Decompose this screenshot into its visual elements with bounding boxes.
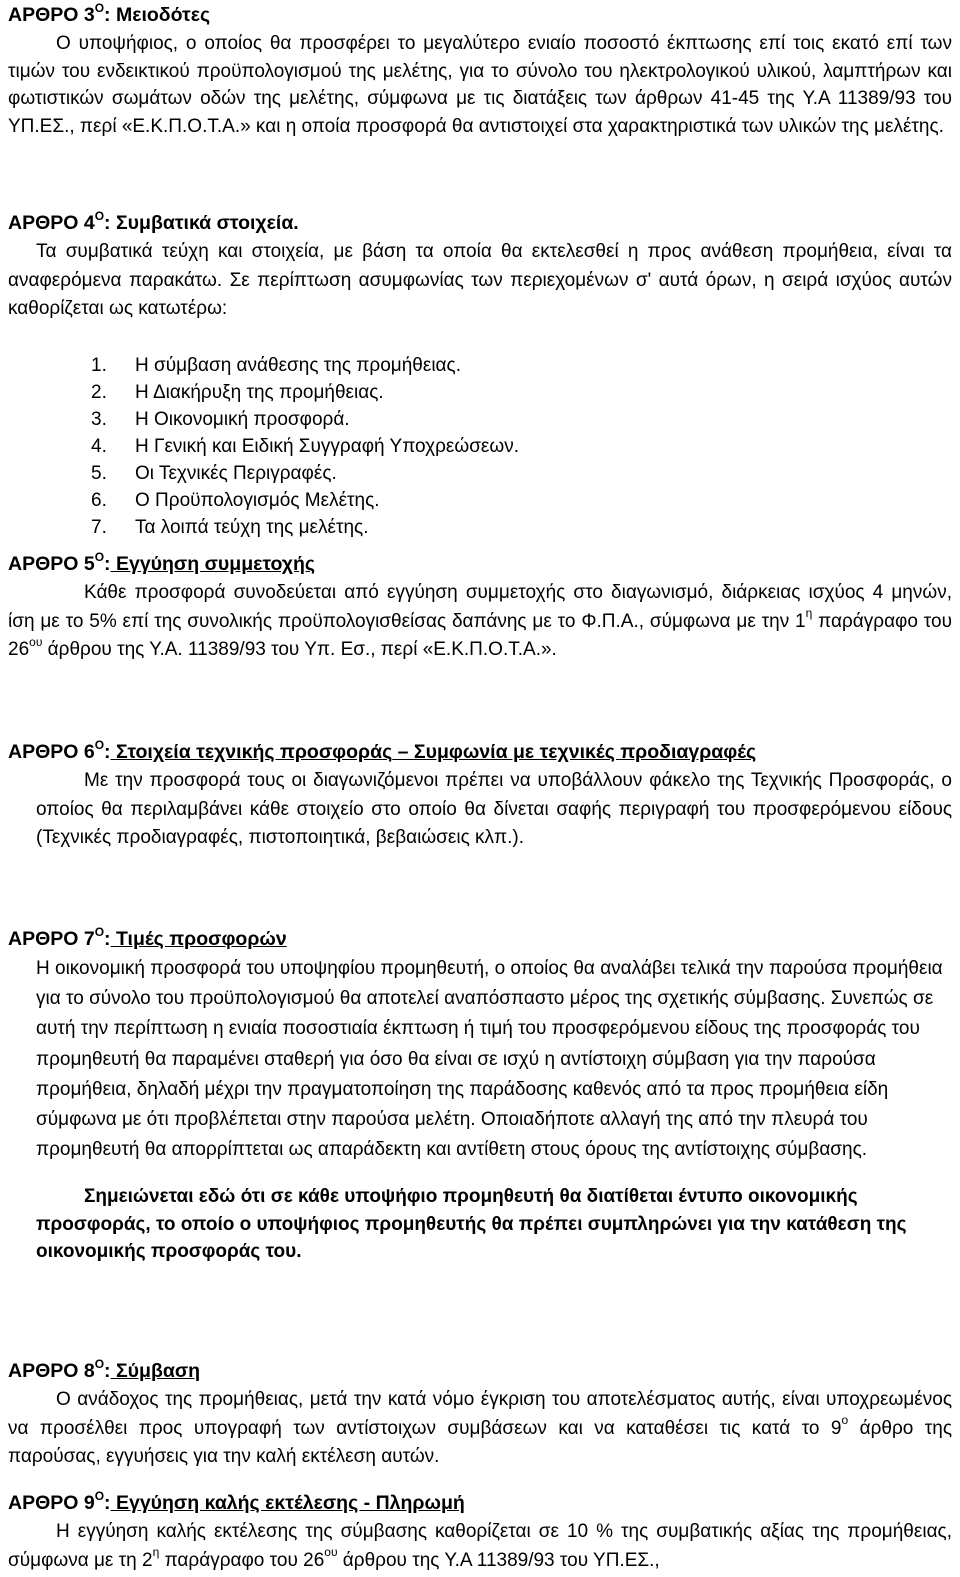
list-item: 5. Οι Τεχνικές Περιγραφές.: [91, 462, 337, 484]
article-6-body: Με την προσφορά τους οι διαγωνιζόμενοι πρέπει να υποβάλλουν φάκελο της Τεχνικής Προσφοράς, ο οποίος θα περιλαμβάνει κάθε στοιχείο στο οποίο θα δίνεται σαφής περιγραφή του προσφερόμενου είδους (Τεχνικές προδιαγραφές, πιστοποιητικά, βεβαιώσεις κλπ.).: [36, 770, 952, 848]
article-8-body: Ο ανάδοχος της προμήθειας, μετά την κατά νόμο έγκριση του αποτελέσματος αυτής, είναι υποχρεωμένος να προσέλθει προς υπογραφή των αντίστοιχων συμβάσεων και να καταθέσει τις κατά το $9^o$ άρθρο της παρούσας, εγγυήσεις για την καλή εκτέλεση αυτών.: [8, 1389, 952, 1467]
article-7-body: Η οικονομική προσφορά του υποψηφίου προμηθευτή, ο οποίος θα αναλάβει τελικά την παρούσα προμήθεια για το σύνολο του προϋπολογισμού θα αποτελεί αναπόσπαστο μέρος της σχετικής σύμβασης. Συνεπώς σε αυτή την περίπτωση η ενιαία ποσοστιαία έκπτωση ή τιμή του προσφερόμενου είδους της προσφοράς του προμηθευτή θα παραμένει σταθερή για όσο θα είναι σε ισχύ η αντίστοιχη σύμβαση για την παρούσα προμήθεια, δηλαδή μέχρι την πραγματοποίηση της παράδοσης καθενός από τα προς προμήθεια είδη σύμφωνα με ότι προβλέπεται στην παρούσα μελέτη. Οποιαδήποτε αλλαγή της από την πλευρά του προμηθευτή θα απορρίπτεται ως απαράδεκτη και αντίθετη στους όρους της αντίστοιχης σύμβασης.: [36, 958, 943, 1161]
article-8-heading: ΑΡΘΡΟ $8^O$: Σύμβαση: [8, 1356, 201, 1382]
article-9: [8, 1488, 952, 1575]
article-9-heading: ΑΡΘΡΟ $9^O$: Εγγύηση καλής εκτέλεσης - Πληρωμή: [8, 1488, 465, 1514]
article-7-heading: ΑΡΘΡΟ $7^O$: Τιμές προσφορών: [8, 924, 287, 950]
article-8: [8, 1356, 952, 1472]
article-4: [8, 208, 952, 541]
list-item: 6. Ο Προϋπολογισμός Μελέτης.: [91, 489, 380, 511]
article-5: [8, 549, 952, 665]
article-6-heading: ΑΡΘΡΟ $6^O$: Στοιχεία τεχνικής προσφοράς – Συμφωνία με τεχνικές προδιαγραφές: [8, 737, 757, 763]
article-6: [8, 737, 952, 853]
article-3-heading: ΑΡΘΡΟ $3^O$: Μειοδότες: [8, 0, 211, 26]
list-item: 7. Τα λοιπά τεύχη της μελέτης.: [91, 516, 369, 538]
article-4-body: Τα συμβατικά τεύχη και στοιχεία, με βάση τα οποία θα εκτελεσθεί η προς ανάθεση προμήθεια, είναι τα αναφερόμενα παρακάτω. Σε περίπτωση ασυμφωνίας των περιεχομένων σ' αυτά όρων, η σειρά ισχύος αυτών καθορίζεται ως κατωτέρω:: [8, 241, 952, 319]
article-5-body: Κάθε προσφορά συνοδεύεται από εγγύηση συμμετοχής στο διαγωνισμό, διάρκειας ισχύος 4 μηνών, ίση με το 5% επί της συνολικής προϋπολογισθείσας δαπάνης με το Φ.Π.Α., σύμφωνα με την $1^\eta$ παράγραφο του $26^{o\upsilon}$ άρθρου της Υ.Α. 11389/93 του Υπ. Εσ., περί «Ε.Κ.Π.Ο.Τ.Α.».: [8, 582, 952, 660]
article-3-body: Ο υποψήφιος, ο οποίος θα προσφέρει το μεγαλύτερο ενιαίο ποσοστό έκπτωσης επί τοις εκατό επί των τιμών του ενδεικτικού προϋπολογισμού της μελέτης, για το σύνολο του ηλεκτρολογικού υλικού, λαμπτήρων και φωτιστικών σωμάτων οδών της μελέτης, σύμφωνα με τις διατάξεις των άρθρων 41-45 της Υ.Α 11389/93 του ΥΠ.ΕΣ., περί «Ε.Κ.Π.Ο.Τ.Α.» και η οποία προσφορά θα αντιστοιχεί στα χαρακτηριστικά των υλικών της μελέτης.: [8, 33, 952, 137]
article-7-note: Σημειώνεται εδώ ότι σε κάθε υποψήφιο προμηθευτή θα διατίθεται έντυπο οικονομικής προσφοράς, το οποίο ο υποψήφιος προμηθευτής θα πρέπει συμπληρώνει για την κατάθεση της οικονομικής προσφοράς του.: [36, 1186, 907, 1263]
contract-documents-list: [8, 352, 952, 541]
list-item: 3. Η Οικονομική προσφορά.: [91, 408, 350, 430]
article-7: [8, 924, 952, 1266]
list-item: 2. Η Διακήρυξη της προμήθειας.: [91, 381, 384, 403]
article-4-heading: ΑΡΘΡΟ $4^O$: Συμβατικά στοιχεία.: [8, 208, 299, 234]
list-item: 4. Η Γενική και Ειδική Συγγραφή Υποχρεώσεων.: [91, 435, 520, 457]
article-3: [8, 0, 952, 140]
article-9-body: Η εγγύηση καλής εκτέλεσης της σύμβασης καθορίζεται σε 10 % της συμβατικής αξίας της προμήθειας, σύμφωνα με τη $2^\eta$ παράγραφο του $26^{o\upsilon}$ άρθρου της Υ.Α 11389/93 του ΥΠ.ΕΣ.,: [8, 1521, 952, 1571]
list-item: 1. Η σύμβαση ανάθεσης της προμήθειας.: [91, 354, 461, 376]
article-5-heading: ΑΡΘΡΟ $5^O$: Εγγύηση συμμετοχής: [8, 549, 316, 575]
